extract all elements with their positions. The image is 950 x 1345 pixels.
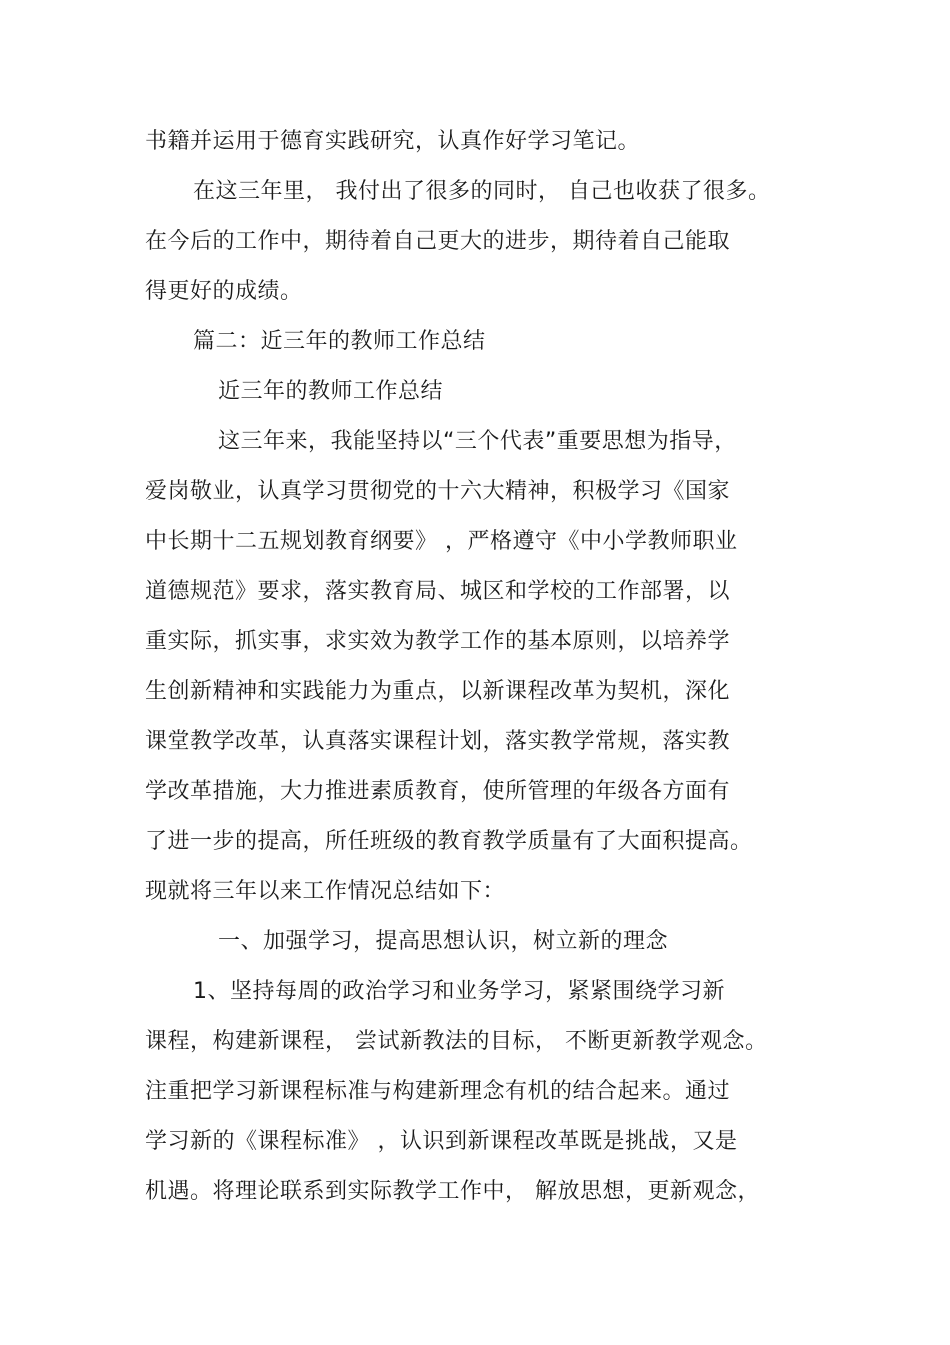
text-line-7: 这三年来，我能坚持以“三个代表”重要思想为指导， <box>218 429 737 454</box>
text-line-20: 注重把学习新课程标准与构建新理念有机的结合起来。通过 <box>145 1079 731 1104</box>
text-line-9: 中长期十二五规划教育纲要》 ，严格遵守《中小学教师职业 <box>145 529 738 554</box>
text-line-10: 道德规范》要求，落实教育局、城区和学校的工作部署，以 <box>145 579 731 604</box>
text-line-13: 课堂教学改革，认真落实课程计划，落实教学常规，落实教 <box>145 729 731 754</box>
text-line-4: 得更好的成绩。 <box>145 279 303 304</box>
text-line-8: 爱岗敬业，认真学习贯彻党的十六大精神，积极学习《国家 <box>145 479 731 504</box>
text-line-19: 课程，构建新课程， 尝试新教法的目标， 不断更新教学观念。 <box>145 1029 768 1054</box>
text-line-14: 学改革措施，大力推进素质教育，使所管理的年级各方面有 <box>145 779 731 804</box>
text-line-11: 重实际，抓实事，求实效为教学工作的基本原则，以培养学 <box>145 629 731 654</box>
text-line-21: 学习新的《课程标准》 ，认识到新课程改革既是挑战，又是 <box>145 1129 738 1154</box>
text-line-18: 1、坚持每周的政治学习和业务学习，紧紧围绕学习新 <box>193 979 725 1004</box>
text-line-1: 书籍并运用于德育实践研究，认真作好学习笔记。 <box>145 129 641 154</box>
article-title: 近三年的教师工作总结 <box>218 379 444 404</box>
text-line-12: 生创新精神和实践能力为重点，以新课程改革为契机，深化 <box>145 679 731 704</box>
text-line-22: 机遇。将理论联系到实际教学工作中， 解放思想，更新观念， <box>145 1179 760 1204</box>
text-line-2: 在这三年里， 我付出了很多的同时， 自己也收获了很多。 <box>193 179 771 204</box>
section-heading: 篇二：近三年的教师工作总结 <box>193 329 486 354</box>
text-line-16: 现就将三年以来工作情况总结如下： <box>145 879 506 904</box>
text-line-3: 在今后的工作中，期待着自己更大的进步，期待着自己能取 <box>145 229 731 254</box>
text-line-15: 了进一步的提高，所任班级的教育教学质量有了大面积提高。 <box>145 829 753 854</box>
subsection-heading: 一、加强学习，提高思想认识，树立新的理念 <box>218 929 669 954</box>
